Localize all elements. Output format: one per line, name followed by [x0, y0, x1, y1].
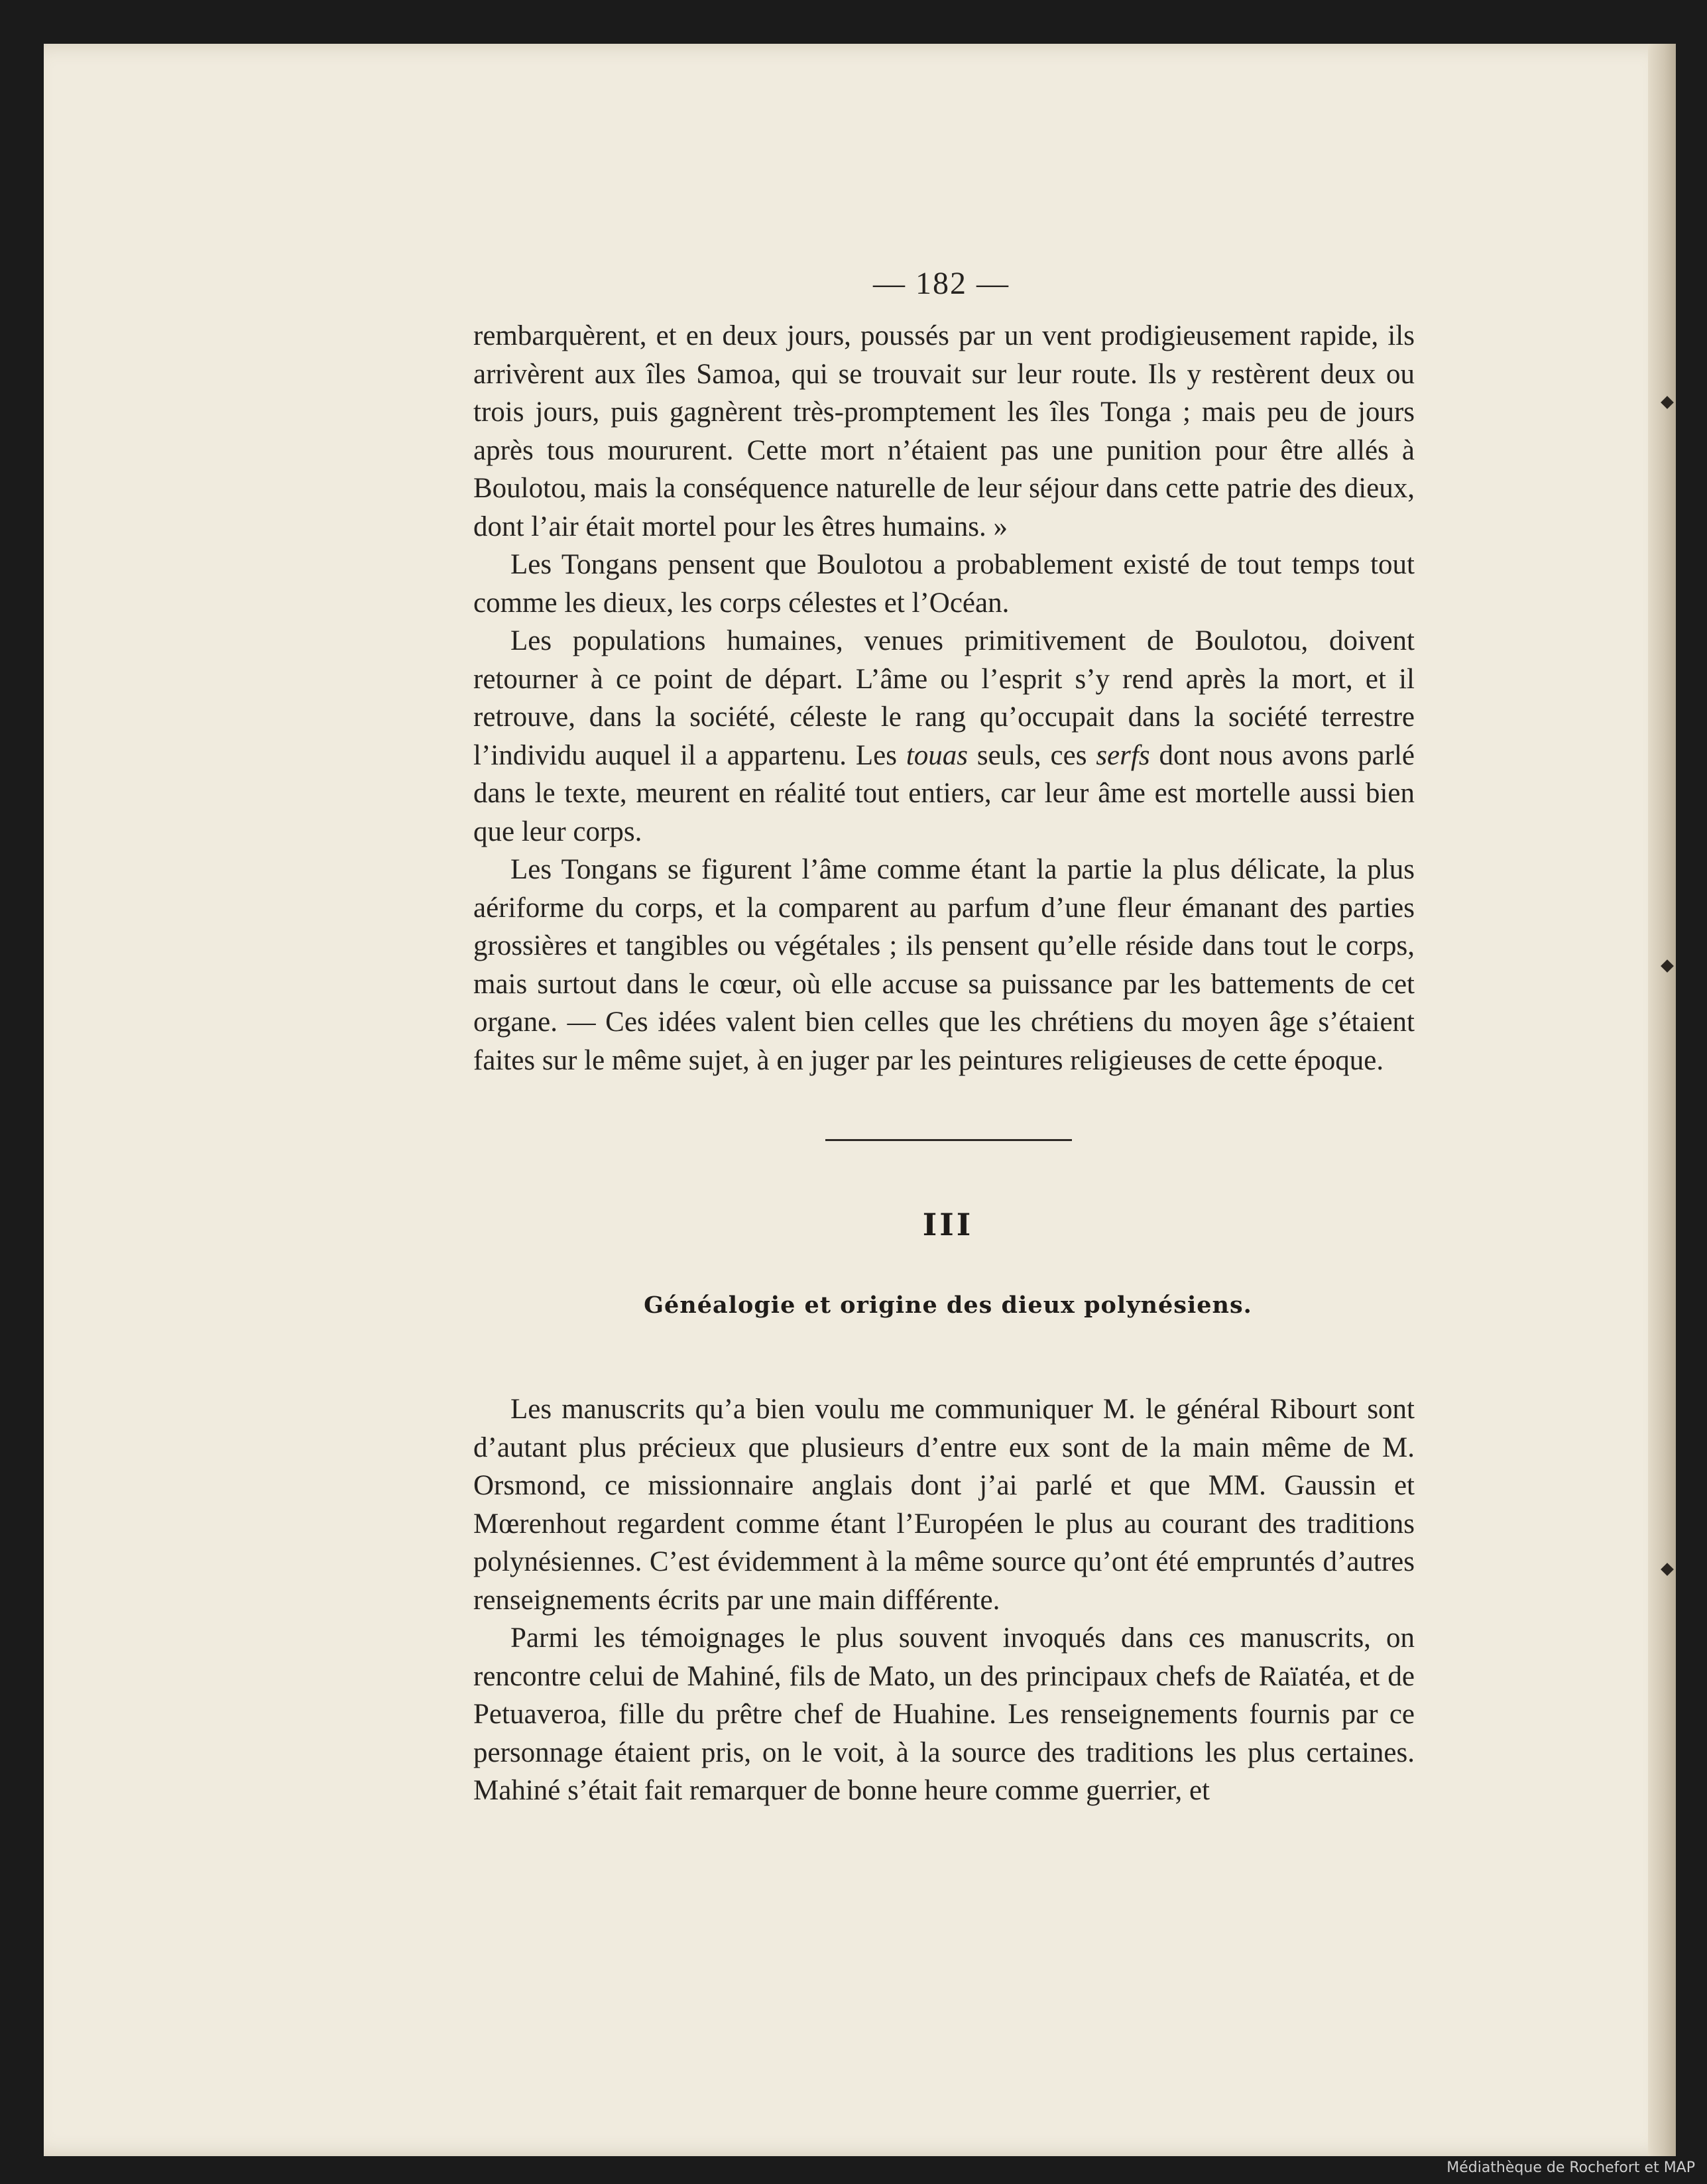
section-number: III	[922, 1207, 974, 1243]
paragraph: rembarquèrent, et en deux jours, poussés par un vent prodigieusement rapide, ils arrivèrent aux îles Samoa, qui se trouvait sur leur route. Ils y restèrent deux ou trois jours, puis gagnèrent très-promptement les îles Tonga ; mais peu de jours après tous moururent. Cette mort n’étaient pas une punition pour être allés à Boulotou, mais la conséquence naturelle de leur séjour dans cette patrie des dieux, dont l’air était mortel pour les êtres humains. »	[473, 320, 1415, 542]
text-span: Les populations humaines, venues primitivement de Boulotou, doivent retourner à ce point de départ. L’âme ou l’esprit s’y rend après la mort, et il retrouve, dans la société, céleste le rang qu’occupait dans la société terrestre l’individu auquel il a appartenu. Les	[473, 625, 1415, 771]
section-divider	[825, 1139, 1072, 1141]
paragraph	[473, 622, 1415, 851]
paragraph: Les Tongans pensent que Boulotou a probablement existé de tout temps tout comme les dieux, les corps célestes et l’Océan.	[473, 549, 1415, 619]
paragraph: Les Tongans se figurent l’âme comme étant la partie la plus délicate, la plus aériforme du corps, et la comparent au parfum d’une fleur émanant des parties grossières et tangibles ou végétales ; ils pensent qu’elle réside dans tout le corps, mais surtout dans le cœur, où elle accuse sa puissance par les battements de cet organe. — Ces idées valent bien celles que les chrétiens du moyen âge s’étaient faites sur le même sujet, à en juger par les peintures religieuses de cette époque.	[473, 854, 1415, 1076]
italic-term: serfs	[1096, 739, 1150, 771]
page-edge	[1648, 44, 1676, 2156]
italic-term: touas	[906, 739, 969, 771]
page-number: — 182 —	[873, 266, 1010, 301]
paragraph: Parmi les témoignages le plus souvent invoqués dans ces manuscrits, on rencontre celui de Mahiné, fils de Mato, un des principaux chefs de Raïatéa, et de Petuaveroa, fille du prêtre chef de Huahine. Les renseignements fournis par ce personnage étaient pris, on le voit, à la source des traditions les plus certaines. Mahiné s’était fait remarquer de bonne heure comme guerrier, et	[473, 1622, 1415, 1806]
section-title: Généalogie et origine des dieux polynésiens.	[644, 1292, 1252, 1319]
credit-watermark: Médiathèque de Rochefort et MAP	[1446, 2159, 1695, 2176]
text-block-1	[473, 317, 1415, 1079]
text-span: dont nous avons parlé dans le texte, meurent en réalité tout entiers, car leur âme est mortelle aussi bien que leur corps.	[473, 739, 1415, 847]
paragraph: Les manuscrits qu’a bien voulu me communiquer M. le général Ribourt sont d’autant plus précieux que plusieurs d’entre eux sont de la main même de M. Orsmond, ce missionnaire anglais dont j’ai parlé et que MM. Gaussin et Mœrenhout regardent comme étant l’Européen le plus au courant des traditions polynésiennes. C’est évidemment à la même source qu’ont été empruntés d’autres renseignements écrits par une main différente.	[473, 1394, 1415, 1616]
text-span: seuls, ces	[968, 739, 1096, 771]
text-block-2	[473, 1390, 1415, 1810]
